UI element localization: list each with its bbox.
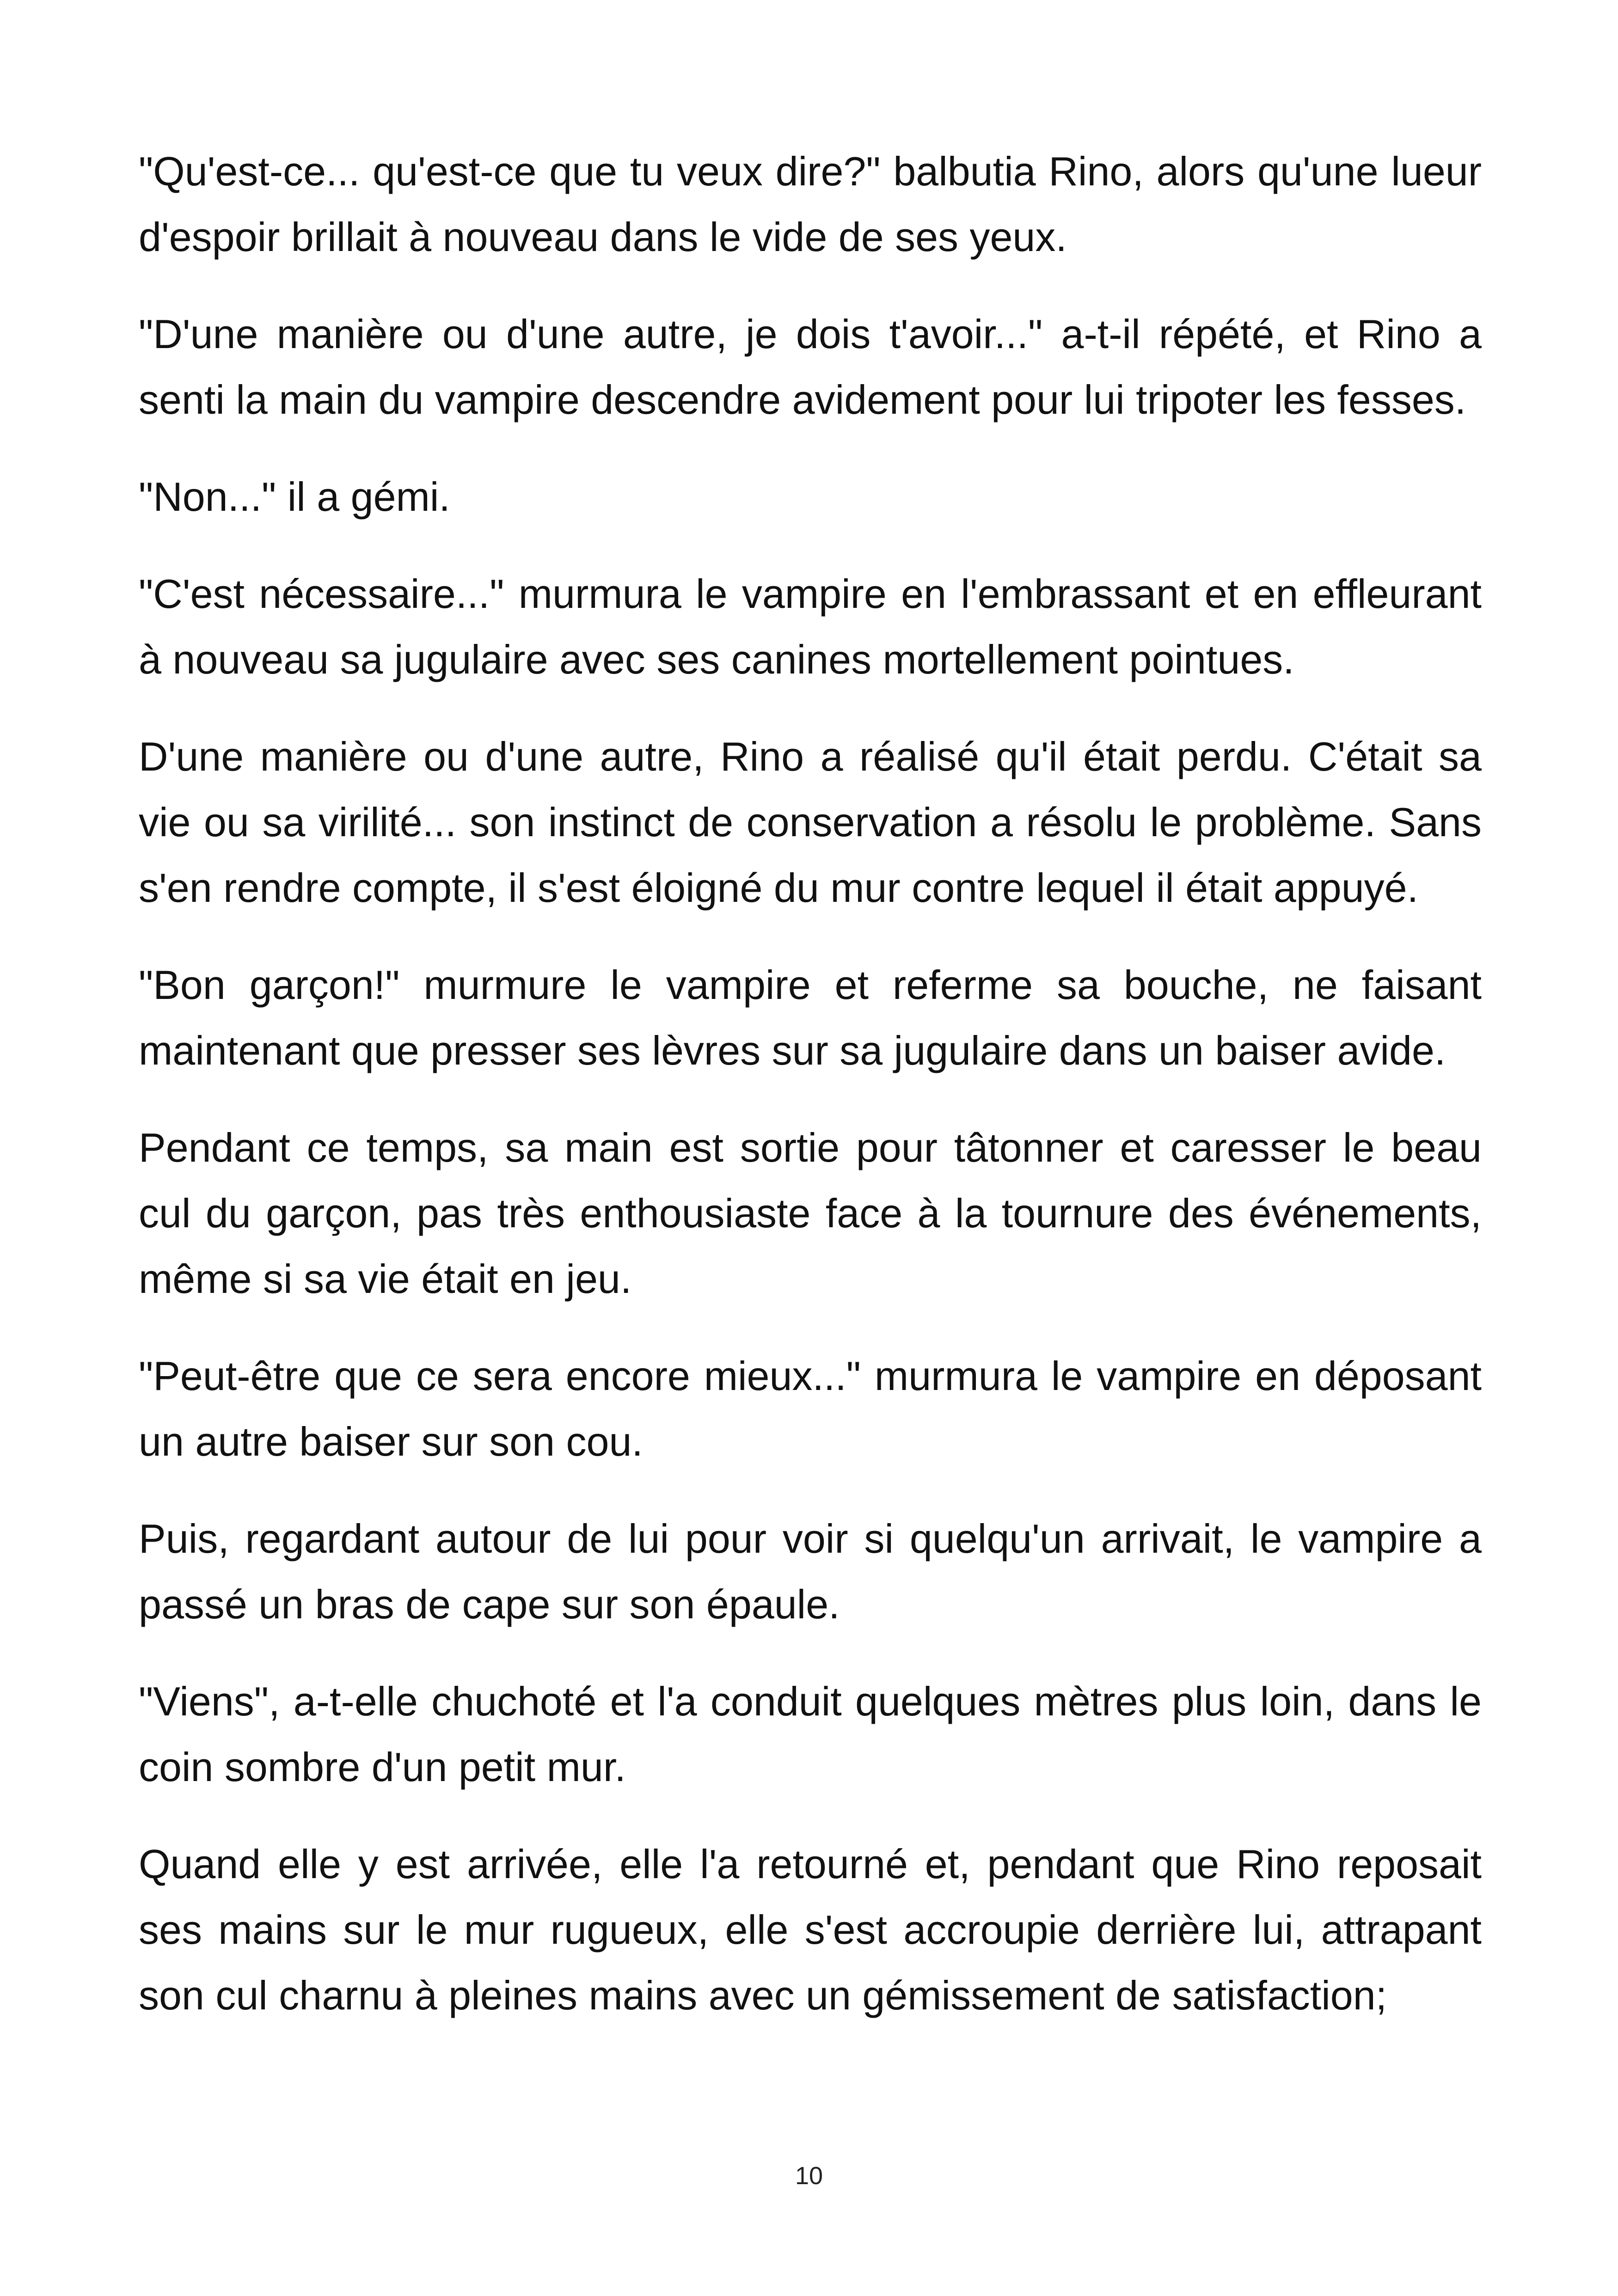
paragraph: Puis, regardant autour de lui pour voir si quelqu'un arrivait, le vampire a passé un bras de cape sur son épaule. — [139, 1516, 1482, 1627]
paragraph: "Peut-être que ce sera encore mieux..." murmura le vampire en déposant un autre baiser sur son cou. — [139, 1353, 1482, 1464]
paragraph: "Viens", a-t-elle chuchoté et l'a conduit quelques mètres plus loin, dans le coin sombre d'un petit mur. — [139, 1678, 1482, 1790]
paragraph: "Qu'est-ce... qu'est-ce que tu veux dire?" balbutia Rino, alors qu'une lueur d'espoir brillait à nouveau dans le vide de ses yeux. — [139, 148, 1482, 260]
paragraph: "Bon garçon!" murmure le vampire et referme sa bouche, ne faisant maintenant que presser ses lèvres sur sa jugulaire dans un baiser avide. — [139, 962, 1482, 1073]
paragraph: "D'une manière ou d'une autre, je dois t'avoir..." a-t-il répété, et Rino a senti la main du vampire descendre avidement pour lui tripoter les fesses. — [139, 311, 1482, 422]
paragraph: "Non..." il a gémi. — [139, 474, 450, 520]
paragraph: Pendant ce temps, sa main est sortie pour tâtonner et caresser le beau cul du garçon, pas très enthousiaste face à la tournure des événements, même si sa vie était en jeu. — [139, 1125, 1482, 1302]
paragraph: "C'est nécessaire..." murmura le vampire en l'embrassant et en effleurant à nouveau sa jugulaire avec ses canines mortellement pointues. — [139, 571, 1482, 682]
page-number: 10 — [795, 2162, 823, 2190]
paragraph: Quand elle y est arrivée, elle l'a retourné et, pendant que Rino reposait ses mains sur le mur rugueux, elle s'est accroupie derrière lui, attrapant son cul charnu à pleines mains avec un gémissement de satisfaction; — [139, 1841, 1482, 2018]
paragraph: D'une manière ou d'une autre, Rino a réalisé qu'il était perdu. C'était sa vie ou sa virilité... son instinct de conservation a résolu le problème. Sans s'en rendre compte, il s'est éloigné du mur contre lequel il était appuyé. — [139, 734, 1482, 911]
body-text — [139, 139, 1482, 2028]
